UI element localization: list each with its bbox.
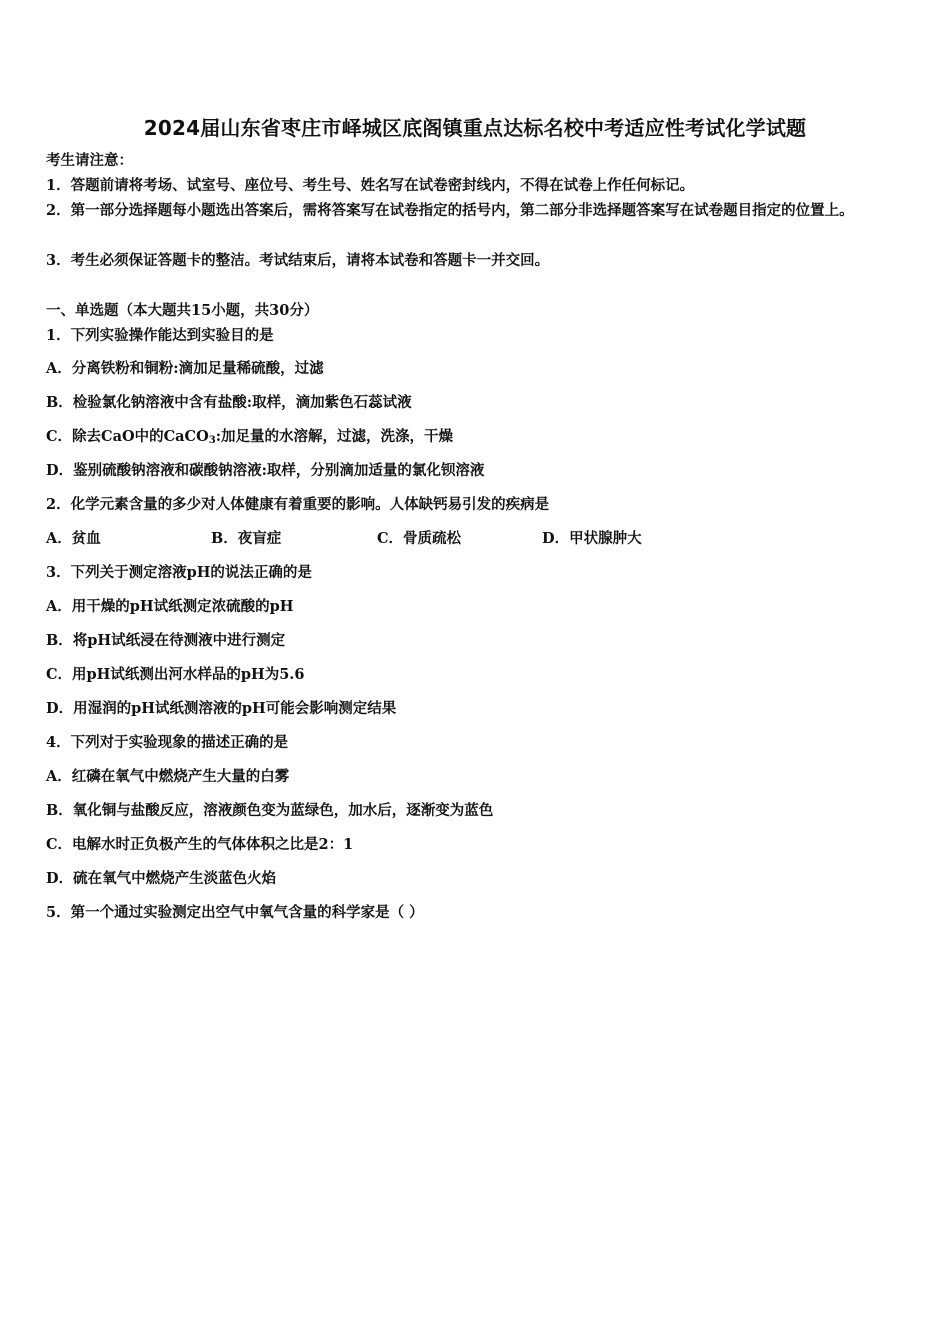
notice-item-2: 2．第一部分选择题每小题选出答案后，需将答案写在试卷指定的括号内，第二部分非选择题答案写在试卷题目指定的位置上。 <box>46 202 854 219</box>
notice-heading: 考生请注意： <box>46 152 133 169</box>
question-2-option-b: B．夜盲症 <box>211 530 282 547</box>
question-4-option-a: A．红磷在氧气中燃烧产生大量的白雾 <box>46 768 290 785</box>
question-1-option-a: A．分离铁粉和铜粉:滴加足量稀硫酸，过滤 <box>46 360 324 377</box>
option-c-text-rest: :加足量的水溶解，过滤，洗涤，干燥 <box>215 428 454 445</box>
question-1-option-b: B．检验氯化钠溶液中含有盐酸:取样，滴加紫色石蕊试液 <box>46 394 412 411</box>
notice-item-3: 3．考生必须保证答题卡的整洁。考试结束后，请将本试卷和答题卡一并交回。 <box>46 252 550 269</box>
page-title: 2024届山东省枣庄市峄城区底阁镇重点达标名校中考适应性考试化学试题 <box>143 116 807 140</box>
question-1-option-d: D．鉴别硫酸钠溶液和碳酸钠溶液:取样，分别滴加适量的氯化钡溶液 <box>46 462 485 479</box>
question-4-stem: 4．下列对于实验现象的描述正确的是 <box>46 734 289 751</box>
question-3-option-d: D．用湿润的pH试纸测溶液的pH可能会影响测定结果 <box>46 700 397 717</box>
question-2-option-d: D．甲状腺肿大 <box>542 530 642 547</box>
question-2-option-c: C．骨质疏松 <box>377 530 462 547</box>
notice-item-1: 1．答题前请将考场、试室号、座位号、考生号、姓名写在试卷密封线内，不得在试卷上作任何标记。 <box>46 177 695 194</box>
question-3-stem: 3．下列关于测定溶液pH的说法正确的是 <box>46 564 312 581</box>
question-4-option-c: C．电解水时正负极产生的气体体积之比是2：1 <box>46 836 354 853</box>
question-4-option-b: B．氧化铜与盐酸反应，溶液颜色变为蓝绿色，加水后，逐渐变为蓝色 <box>46 802 494 819</box>
section-heading: 一、单选题（本大题共15小题，共30分） <box>46 302 319 319</box>
question-3-option-b: B．将pH试纸浸在待测液中进行测定 <box>46 632 286 649</box>
question-4-option-d: D．硫在氧气中燃烧产生淡蓝色火焰 <box>46 870 277 887</box>
subscript: 3 <box>208 435 216 446</box>
question-5-stem: 5．第一个通过实验测定出空气中氧气含量的科学家是（ ） <box>46 904 424 921</box>
question-3-option-a: A．用干燥的pH试纸测定浓硫酸的pH <box>46 598 294 615</box>
question-3-option-c: C．用pH试纸测出河水样品的pH为5.6 <box>46 666 305 683</box>
question-2-stem: 2．化学元素含量的多少对人体健康有着重要的影响。人体缺钙易引发的疾病是 <box>46 496 550 513</box>
question-2-option-a: A．贫血 <box>46 530 101 547</box>
option-c-text: C．除去CaO中的CaCO <box>46 428 209 445</box>
question-1-option-c <box>46 427 453 447</box>
question-1-stem: 1．下列实验操作能达到实验目的是 <box>46 327 274 344</box>
